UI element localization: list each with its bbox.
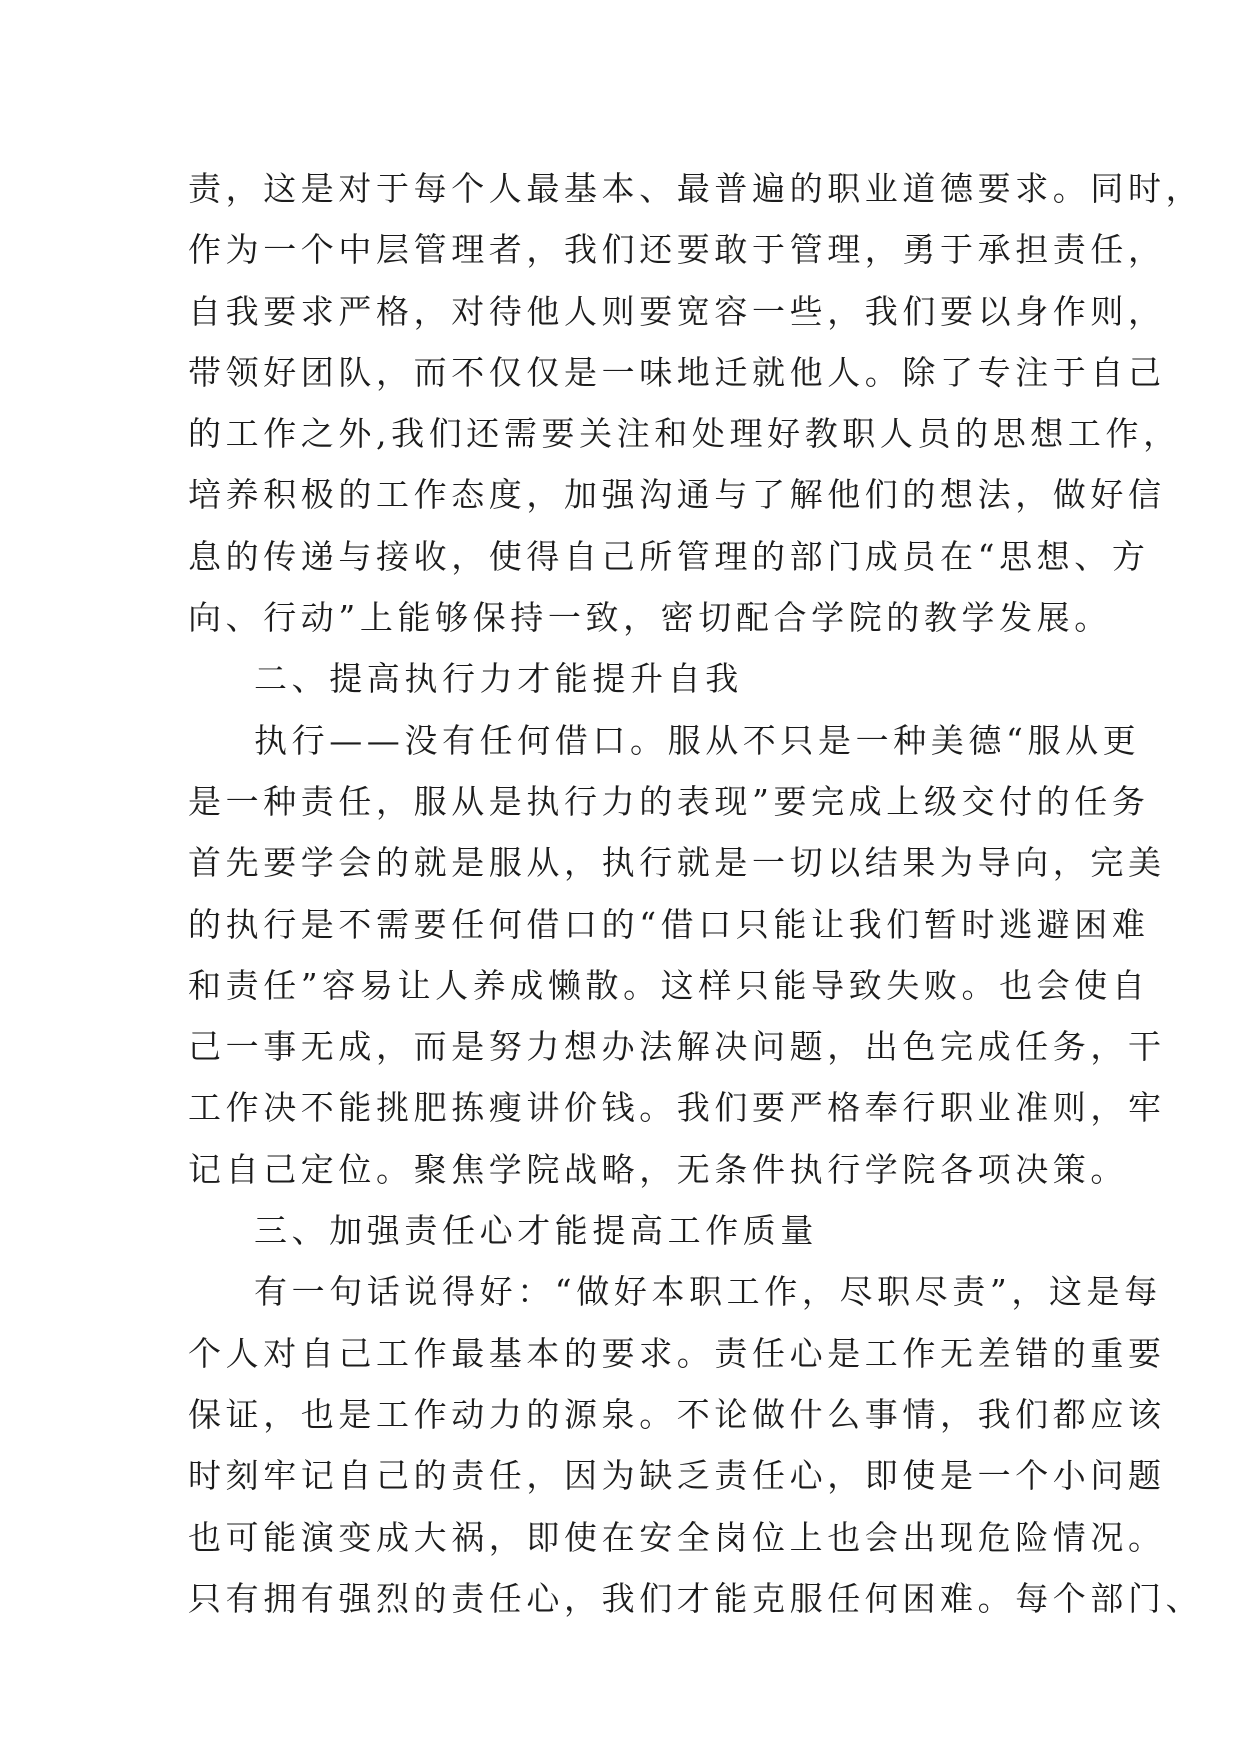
paragraph-line: 自我要求严格，对待他人则要宽容一些，我们要以身作则，	[188, 291, 1166, 331]
paragraph-line: 时刻牢记自己的责任，因为缺乏责任心，即使是一个小问题	[188, 1456, 1166, 1496]
paragraph-line: 己一事无成，而是努力想办法解决问题，出色完成任务，干	[188, 1027, 1166, 1067]
paragraph-line: 带领好团队，而不仅仅是一味地迁就他人。除了专注于自己	[188, 352, 1166, 392]
paragraph-line: 个人对自己工作最基本的要求。责任心是工作无差错的重要	[188, 1333, 1166, 1373]
paragraph-line: 的工作之外,我们还需要关注和处理好教职人员的思想工作，	[188, 414, 1181, 454]
paragraph-line: 向、行动”上能够保持一致，密切配合学院的教学发展。	[188, 598, 1112, 638]
paragraph-line: 记自己定位。聚焦学院战略，无条件执行学院各项决策。	[188, 1149, 1128, 1189]
paragraph-line: 作为一个中层管理者，我们还要敢于管理，勇于承担责任，	[188, 230, 1166, 270]
paragraph-line: 也可能演变成大祸，即使在安全岗位上也会出现危险情况。	[188, 1517, 1166, 1557]
paragraph-line: 的执行是不需要任何借口的“借口只能让我们暂时逃避困难	[188, 904, 1150, 944]
paragraph-line: 培养积极的工作态度，加强沟通与了解他们的想法，做好信	[188, 475, 1166, 515]
paragraph-line: 工作决不能挑肥拣瘦讲价钱。我们要严格奉行职业准则，牢	[188, 1088, 1166, 1128]
paragraph-line: 是一种责任，服从是执行力的表现”要完成上级交付的任务	[188, 781, 1150, 821]
paragraph-line: 只有拥有强烈的责任心，我们才能克服任何困难。每个部门、	[188, 1578, 1204, 1618]
paragraph-line: 责，这是对于每个人最基本、最普遍的职业道德要求。同时，	[188, 169, 1204, 208]
document-body	[188, 158, 1204, 1629]
paragraph-line: 和责任”容易让人养成懒散。这样只能导致失败。也会使自	[188, 965, 1150, 1005]
paragraph-line: 首先要学会的就是服从，执行就是一切以结果为导向，完美	[188, 843, 1166, 883]
section-heading: 三、加强责任心才能提高工作质量	[254, 1211, 818, 1251]
paragraph-line: 息的传递与接收，使得自己所管理的部门成员在“思想、方	[188, 536, 1150, 576]
section-heading: 二、提高执行力才能提升自我	[254, 659, 743, 699]
paragraph-line: 保证，也是工作动力的源泉。不论做什么事情，我们都应该	[188, 1394, 1166, 1434]
paragraph-line: 执行——没有任何借口。服从不只是一种美德“服从更	[254, 720, 1141, 760]
paragraph-line: 有一句话说得好：“做好本职工作，尽职尽责”，这是每	[254, 1272, 1162, 1312]
